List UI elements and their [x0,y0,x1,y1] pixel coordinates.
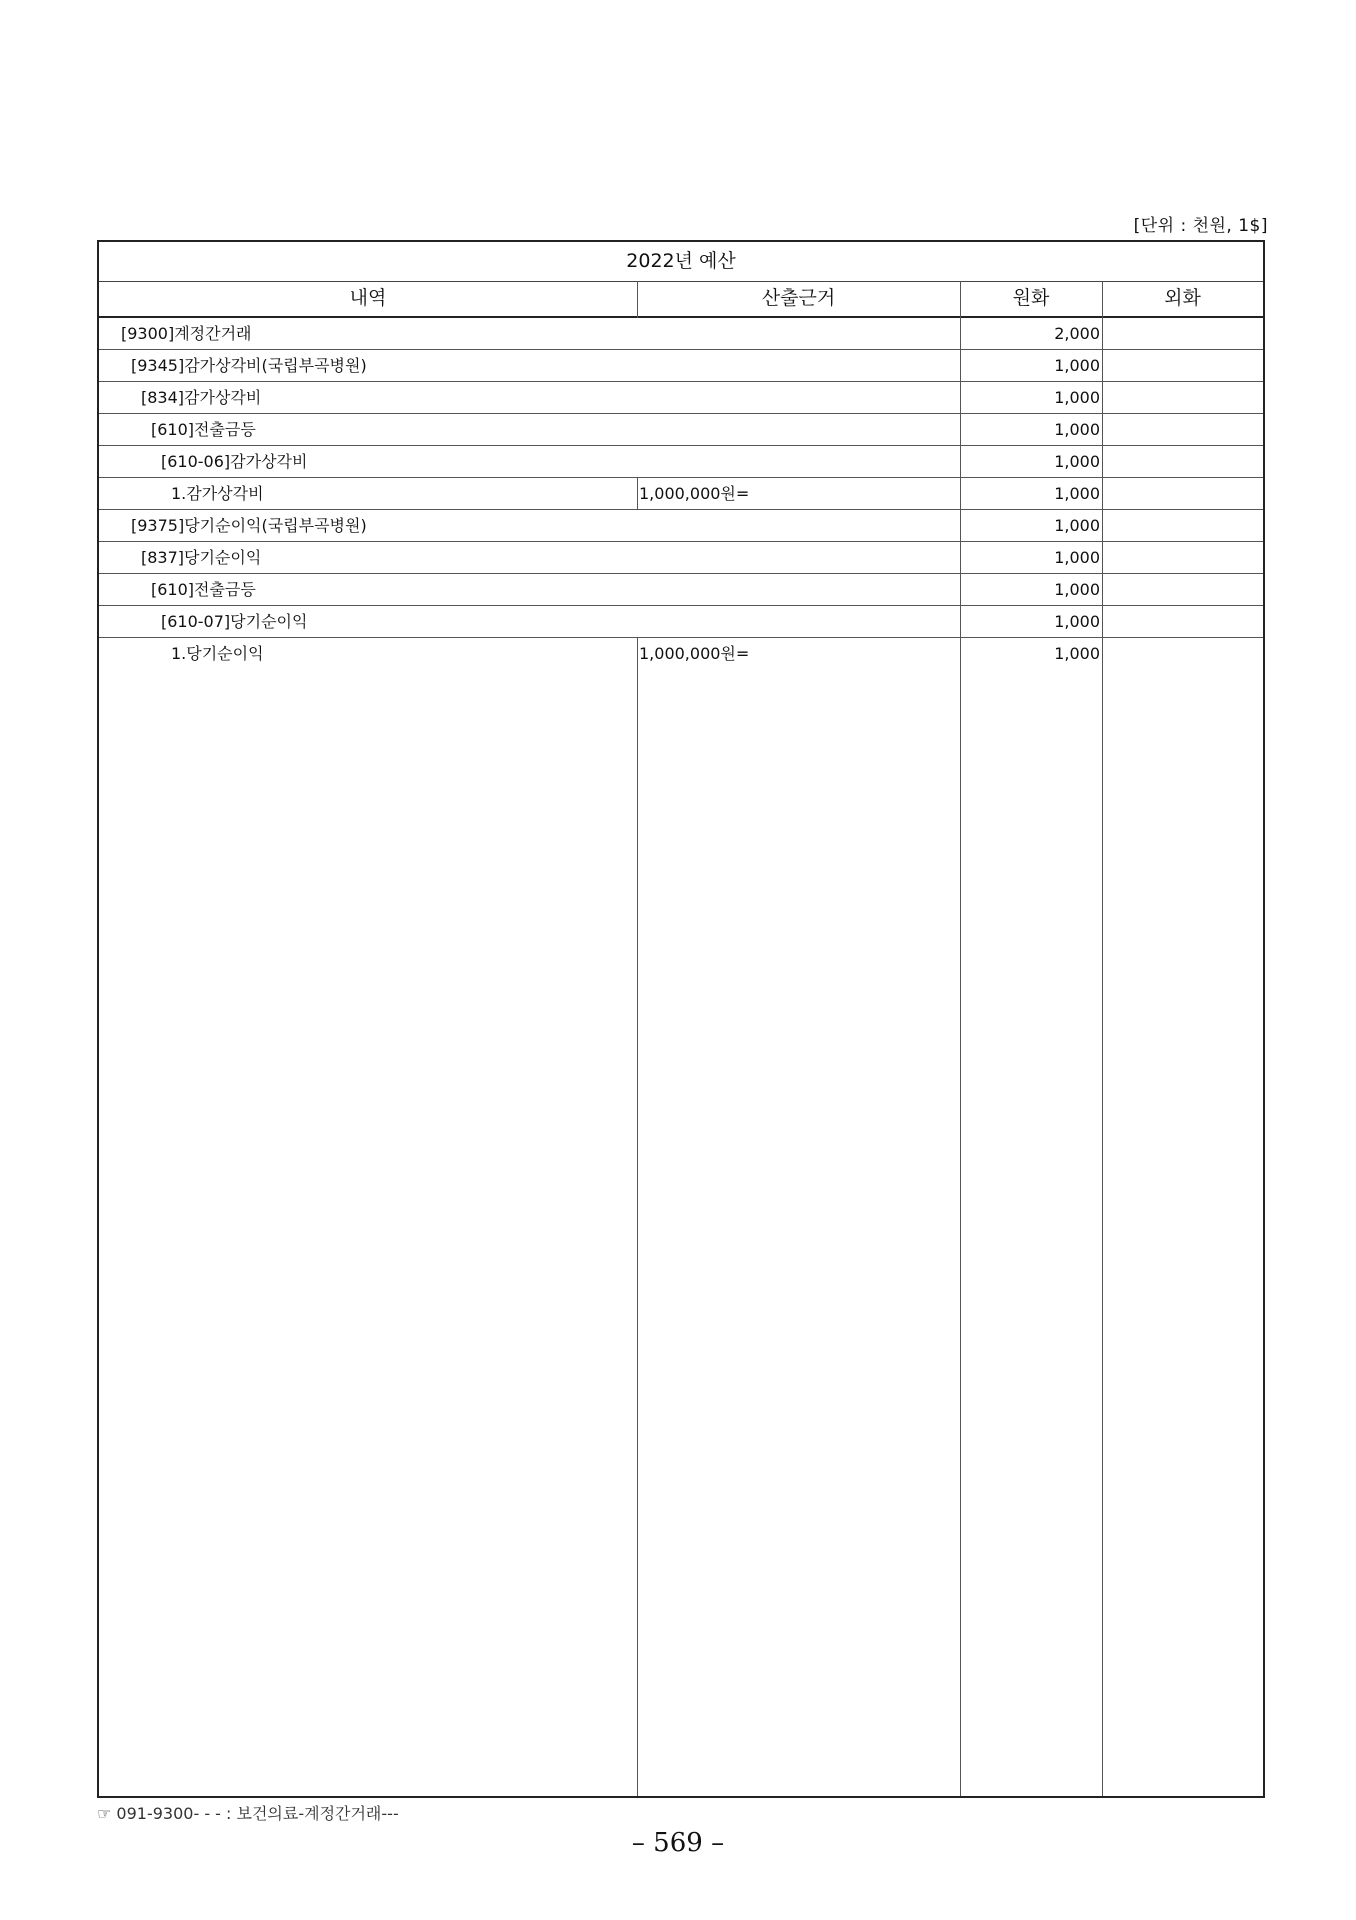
cell-krw: 1,000 [1054,452,1100,471]
cell-krw: 1,000 [1054,356,1100,375]
merged-cell-mask [629,606,649,637]
header-basis: 산출근거 [761,287,836,309]
cell-krw: 1,000 [1054,516,1100,535]
cell-foreign [1103,542,1263,573]
cell-foreign [1103,574,1263,605]
table-title: 2022년 예산 [99,242,1263,282]
cell-foreign [1103,606,1263,637]
cell-description: 1.당기순이익 [171,644,264,663]
cell-foreign [1103,446,1263,477]
table-row [99,478,1263,510]
page-number: – 569 – [631,1828,725,1858]
header-description: 내역 [349,287,387,309]
cell-krw: 1,000 [1054,580,1100,599]
merged-cell-mask [629,350,649,381]
merged-cell-mask [629,542,649,573]
merged-cell-mask [629,318,649,349]
table-row [99,382,1263,414]
cell-description: [610-06]감가상각비 [161,452,308,471]
table-row [99,542,1263,574]
budget-table [97,240,1265,1798]
cell-description: 1.감가상각비 [171,484,264,503]
cell-description: [9375]당기순이익(국립부곡병원) [131,516,367,535]
footer-code: ☞ 091-9300- - - : 보건의료-계정간거래--- [97,1804,399,1823]
cell-description: [9345]감가상각비(국립부곡병원) [131,356,367,375]
cell-krw: 2,000 [1054,324,1100,343]
cell-foreign [1103,414,1263,445]
table-row [99,414,1263,446]
unit-label: [단위 : 천원, 1$] [1133,216,1268,236]
cell-foreign [1103,638,1263,669]
table-row [99,318,1263,350]
merged-cell-mask [629,382,649,413]
cell-krw: 1,000 [1054,420,1100,439]
cell-krw: 1,000 [1054,388,1100,407]
cell-description: [834]감가상각비 [141,388,262,407]
header-krw: 원화 [1012,287,1050,309]
table-row [99,574,1263,606]
cell-basis: 1,000,000원= [639,644,750,663]
cell-foreign [1103,382,1263,413]
cell-krw: 1,000 [1054,484,1100,503]
merged-cell-mask [629,446,649,477]
merged-cell-mask [629,414,649,445]
table-row [99,350,1263,382]
cell-description: [610-07]당기순이익 [161,612,308,631]
merged-cell-mask [629,510,649,541]
cell-foreign [1103,510,1263,541]
table-row [99,606,1263,638]
cell-foreign [1103,478,1263,509]
cell-krw: 1,000 [1054,548,1100,567]
cell-description: [9300]계정간거래 [121,324,252,343]
table-row [99,510,1263,542]
cell-krw: 1,000 [1054,612,1100,631]
cell-description: [610]전출금등 [151,580,256,599]
cell-description: [837]당기순이익 [141,548,262,567]
cell-foreign [1103,318,1263,349]
cell-description: [610]전출금등 [151,420,256,439]
merged-cell-mask [629,574,649,605]
cell-basis: 1,000,000원= [639,484,750,503]
cell-foreign [1103,350,1263,381]
cell-krw: 1,000 [1054,644,1100,663]
table-row [99,638,1263,670]
table-header-row [99,281,1263,318]
table-row [99,446,1263,478]
header-foreign: 외화 [1164,287,1201,309]
